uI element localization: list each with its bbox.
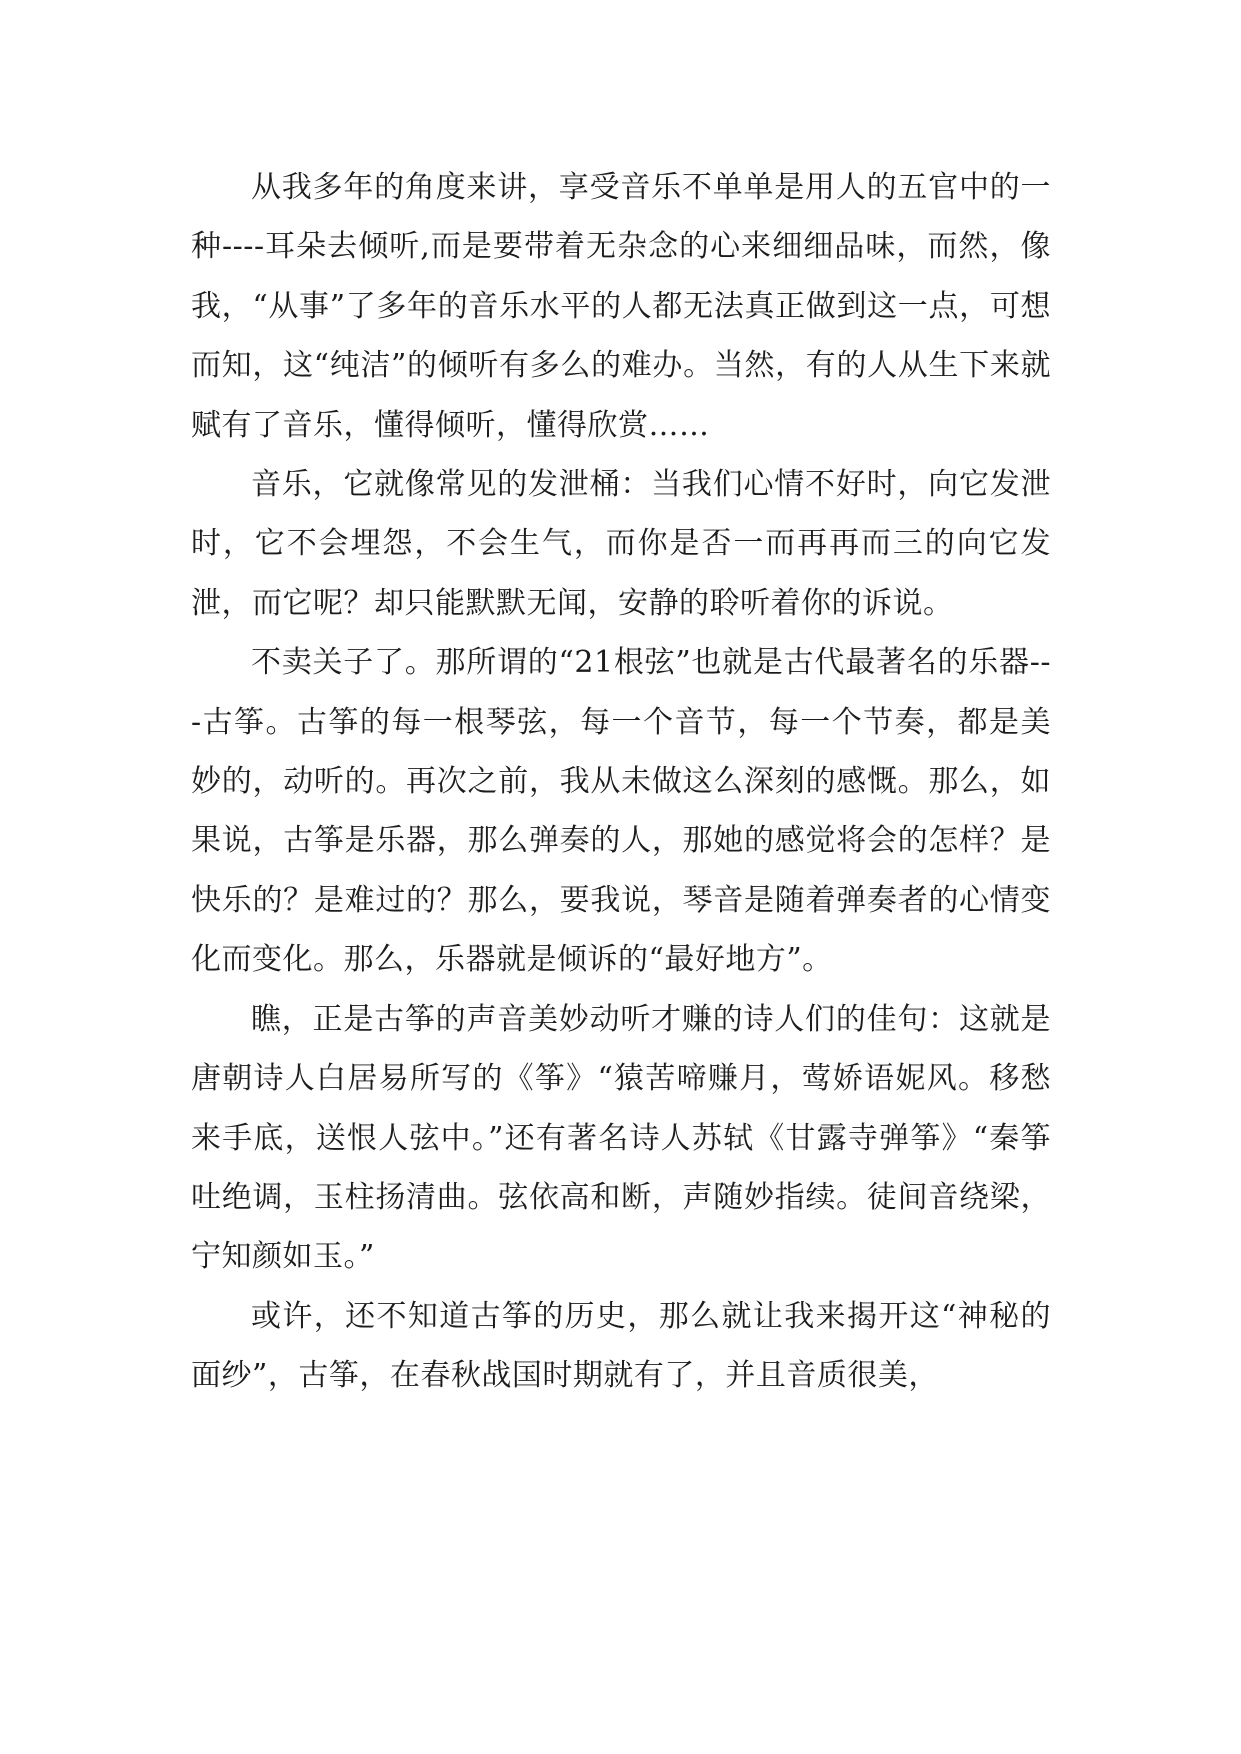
document-body bbox=[191, 158, 1051, 1406]
paragraph-1: 从我多年的角度来讲，享受音乐不单单是用人的五官中的一种----耳朵去倾听,而是要带着无杂念的心来细细品味，而然，像我，“从事”了多年的音乐水平的人都无法真正做到这一点，可想而知，这“纯洁”的倾听有多么的难办。当然，有的人从生下来就赋有了音乐，懂得倾听，懂得欣赏…… bbox=[191, 170, 1051, 443]
paragraph-5: 或许，还不知道古筝的历史，那么就让我来揭开这“神秘的面纱”，古筝，在春秋战国时期就有了，并且音质很美， bbox=[191, 1298, 1051, 1394]
paragraph-3: 不卖关子了。那所谓的“21根弦”也就是古代最著名的乐器---古筝。古筝的每一根琴弦，每一个音节，每一个节奏，都是美妙的，动听的。再次之前，我从未做这么深刻的感慨。那么，如果说，古筝是乐器，那么弹奏的人，那她的感觉将会的怎样？是快乐的？是难过的？那么，要我说，琴音是随着弹奏者的心情变化而变化。那么，乐器就是倾诉的“最好地方”。 bbox=[191, 645, 1051, 978]
paragraph-2: 音乐，它就像常见的发泄桶：当我们心情不好时，向它发泄时，它不会埋怨，不会生气，而你是否一而再再而三的向它发泄，而它呢？却只能默默无闻，安静的聆听着你的诉说。 bbox=[191, 467, 1051, 621]
paragraph-4: 瞧，正是古筝的声音美妙动听才赚的诗人们的佳句：这就是唐朝诗人白居易所写的《筝》“猿苦啼赚月，莺娇语妮风。移愁来手底，送恨人弦中。”还有著名诗人苏轼《甘露寺弹筝》“秦筝吐绝调，玉柱扬清曲。弦依高和断，声随妙指续。徒间音绕梁，宁知颜如玉。” bbox=[191, 1001, 1051, 1275]
